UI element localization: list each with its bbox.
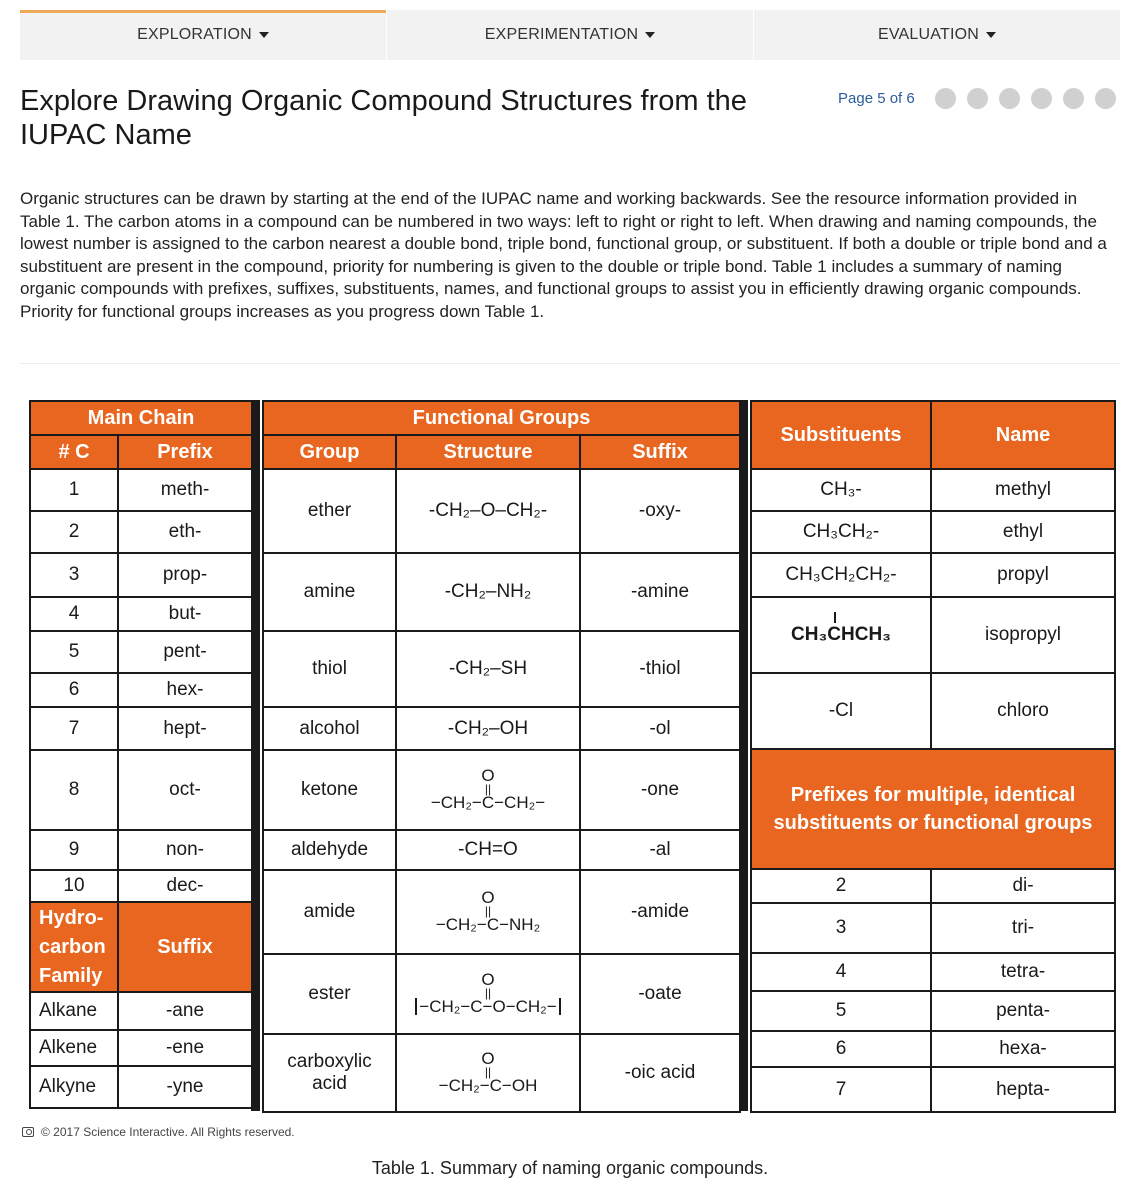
substituent-name: propyl: [931, 553, 1115, 597]
table-row: [263, 469, 740, 553]
table-row: [30, 1066, 252, 1108]
chain-prefix: hex-: [118, 673, 252, 707]
table-row: [30, 631, 252, 673]
tab-experimentation-label: EXPERIMENTATION: [484, 26, 639, 43]
table-row: [751, 597, 1115, 673]
group-suffix: -amide: [580, 870, 740, 954]
substituent-formula: CH₃CH₂-: [751, 511, 931, 553]
col-prefix-header: Prefix: [118, 435, 252, 469]
carbon-count: 4: [30, 597, 118, 631]
multiplier-count: 4: [751, 953, 931, 991]
table-row: [751, 991, 1115, 1031]
col-substituents-header: Substituents: [751, 401, 931, 469]
col-suffix-header: Suffix: [580, 435, 740, 469]
group-name: amide: [263, 870, 396, 954]
multiplier-count: 3: [751, 903, 931, 953]
chain-prefix: dec-: [118, 870, 252, 902]
page-indicator: [838, 88, 1116, 109]
multiplier-prefix: tri-: [931, 903, 1115, 953]
chain-prefix: oct-: [118, 750, 252, 830]
table-row: [751, 553, 1115, 597]
group-suffix: -ol: [580, 707, 740, 750]
suffix-header: Suffix: [118, 902, 252, 992]
multiplier-count: 7: [751, 1067, 931, 1112]
group-name: ester: [263, 954, 396, 1034]
carbon-count: 2: [30, 511, 118, 553]
chain-prefix: hept-: [118, 707, 252, 750]
col-c-header: # C: [30, 435, 118, 469]
substituents-table: [750, 400, 1116, 1113]
tab-evaluation-label: EVALUATION: [878, 26, 979, 43]
table-row: [751, 1031, 1115, 1067]
chevron-down-icon: [645, 32, 655, 38]
chevron-down-icon: [259, 32, 269, 38]
family-suffix: -ene: [118, 1030, 252, 1066]
page-dot-2[interactable]: [967, 88, 988, 109]
intro-paragraph: Organic structures can be drawn by starting at the end of the IUPAC name and working backwards. See the resource information provided in Table 1. The carbon atoms in a compound can be numbered in two ways: left to right or right to left. When drawing and naming compounds, the lowest number is assigned to the carbon nearest a double bond, triple bond, functional group, or substituent. If both a double or triple bond and a substituent are present in the compound, priority for numbering is given to the double or triple bond. Table 1 includes a summary of naming organic compounds with prefixes, suffixes, substituents, names, and functional groups to assist you in efficiently drawing organic compounds. Priority for functional groups increases as you progress down Table 1.: [20, 189, 1107, 321]
group-structure: O || −CH₂−C−OH: [396, 1034, 580, 1112]
table-row: [30, 1030, 252, 1066]
multiplier-prefix: penta-: [931, 991, 1115, 1031]
table-row: [263, 830, 740, 870]
page-dot-1[interactable]: [935, 88, 956, 109]
family-name: Alkyne: [30, 1066, 118, 1108]
multiplier-prefix: hexa-: [931, 1031, 1115, 1067]
page-dot-5[interactable]: [1063, 88, 1084, 109]
carbon-count: 1: [30, 469, 118, 511]
group-name: alcohol: [263, 707, 396, 750]
chain-prefix: pent-: [118, 631, 252, 673]
substituent-name: chloro: [931, 673, 1115, 749]
tab-experimentation[interactable]: [387, 10, 754, 60]
tab-evaluation[interactable]: [754, 10, 1120, 60]
multiplier-prefix: di-: [931, 869, 1115, 903]
table-row: [751, 903, 1115, 953]
family-header: Hydro- carbon Family: [30, 902, 118, 992]
group-name: carboxylic acid: [263, 1034, 396, 1112]
carbon-count: 6: [30, 673, 118, 707]
table-row: [30, 597, 252, 631]
table-row: [263, 870, 740, 954]
table-row: [263, 750, 740, 830]
page-dot-4[interactable]: [1031, 88, 1052, 109]
group-name: thiol: [263, 631, 396, 707]
substituent-name: isopropyl: [931, 597, 1115, 673]
group-name: ketone: [263, 750, 396, 830]
chain-prefix: meth-: [118, 469, 252, 511]
table-row: [751, 1067, 1115, 1112]
carbon-count: 10: [30, 870, 118, 902]
tab-exploration[interactable]: [20, 10, 387, 60]
table-row: [30, 511, 252, 553]
table-row: [263, 631, 740, 707]
camera-icon: [22, 1127, 34, 1137]
page-label: Page 5 of 6: [838, 90, 915, 107]
chevron-down-icon: [986, 32, 996, 38]
col-name-header: Name: [931, 401, 1115, 469]
chain-prefix: but-: [118, 597, 252, 631]
group-structure: -CH=O: [396, 830, 580, 870]
page-dot-6[interactable]: [1095, 88, 1116, 109]
group-name: aldehyde: [263, 830, 396, 870]
table-row: [30, 750, 252, 830]
group-suffix: -oxy-: [580, 469, 740, 553]
table-row: [30, 553, 252, 597]
table-row: [751, 869, 1115, 903]
table-separator: [739, 400, 748, 1111]
family-name: Alkene: [30, 1030, 118, 1066]
family-suffix: -ane: [118, 992, 252, 1030]
group-name: amine: [263, 553, 396, 631]
group-structure: O || −CH₂−C−O−CH₂−: [396, 954, 580, 1034]
group-suffix: -oate: [580, 954, 740, 1034]
copyright-credit: [22, 1125, 295, 1139]
credit-text: © 2017 Science Interactive. All Rights reserved.: [41, 1125, 295, 1139]
table-caption: Table 1. Summary of naming organic compounds.: [371, 1158, 769, 1178]
carbon-count: 7: [30, 707, 118, 750]
table-row: [30, 707, 252, 750]
substituent-formula: CH₃-: [751, 469, 931, 511]
group-structure: -CH₂–O–CH₂-: [396, 469, 580, 553]
table-row: [30, 830, 252, 870]
family-suffix: -yne: [118, 1066, 252, 1108]
nav-bar: [20, 10, 1120, 60]
group-structure: -CH₂–SH: [396, 631, 580, 707]
page-title: Explore Drawing Organic Compound Structures from the IUPAC Name: [20, 85, 747, 151]
group-suffix: -al: [580, 830, 740, 870]
substituent-formula: -Cl: [751, 673, 931, 749]
group-suffix: -one: [580, 750, 740, 830]
table-row: [751, 953, 1115, 991]
table-row: [263, 1034, 740, 1112]
carbon-count: 8: [30, 750, 118, 830]
tab-exploration-label: EXPLORATION: [137, 26, 252, 43]
main-chain-table: [29, 400, 253, 1109]
carbon-count: 3: [30, 553, 118, 597]
multiplier-prefix: tetra-: [931, 953, 1115, 991]
col-group-header: Group: [263, 435, 396, 469]
substituent-formula: CH₃CH₂CH₂-: [751, 553, 931, 597]
multiplier-count: 5: [751, 991, 931, 1031]
table-row: [30, 469, 252, 511]
substituent-formula: CH₃CHCH₃: [751, 597, 931, 673]
substituent-name: methyl: [931, 469, 1115, 511]
table-row: [30, 992, 252, 1030]
functional-groups-table: [262, 400, 741, 1113]
table-row: [751, 511, 1115, 553]
group-structure: -CH₂–NH₂: [396, 553, 580, 631]
chain-prefix: prop-: [118, 553, 252, 597]
multiplier-prefixes-header: Prefixes for multiple, identical substituents or functional groups: [751, 749, 1115, 869]
table-row: [30, 673, 252, 707]
carbon-count: 5: [30, 631, 118, 673]
group-structure: O || −CH₂−C−CH₂−: [396, 750, 580, 830]
table-row: [263, 707, 740, 750]
multiplier-prefix: hepta-: [931, 1067, 1115, 1112]
substituent-name: ethyl: [931, 511, 1115, 553]
table-figure: [29, 400, 1114, 1111]
group-structure: -CH₂–OH: [396, 707, 580, 750]
chain-prefix: non-: [118, 830, 252, 870]
group-structure: O || −CH₂−C−NH₂: [396, 870, 580, 954]
table-row: [30, 870, 252, 902]
main-chain-header: Main Chain: [30, 401, 252, 435]
table-row: [263, 954, 740, 1034]
multiplier-count: 6: [751, 1031, 931, 1067]
table-row: [263, 553, 740, 631]
functional-groups-header: Functional Groups: [263, 401, 740, 435]
multiplier-count: 2: [751, 869, 931, 903]
table-row: [751, 469, 1115, 511]
col-structure-header: Structure: [396, 435, 580, 469]
group-suffix: -amine: [580, 553, 740, 631]
divider: [20, 363, 1120, 364]
chain-prefix: eth-: [118, 511, 252, 553]
table-row: [751, 673, 1115, 749]
group-name: ether: [263, 469, 396, 553]
family-name: Alkane: [30, 992, 118, 1030]
group-suffix: -oic acid: [580, 1034, 740, 1112]
table-separator: [251, 400, 260, 1111]
carbon-count: 9: [30, 830, 118, 870]
group-suffix: -thiol: [580, 631, 740, 707]
page-dot-3[interactable]: [999, 88, 1020, 109]
